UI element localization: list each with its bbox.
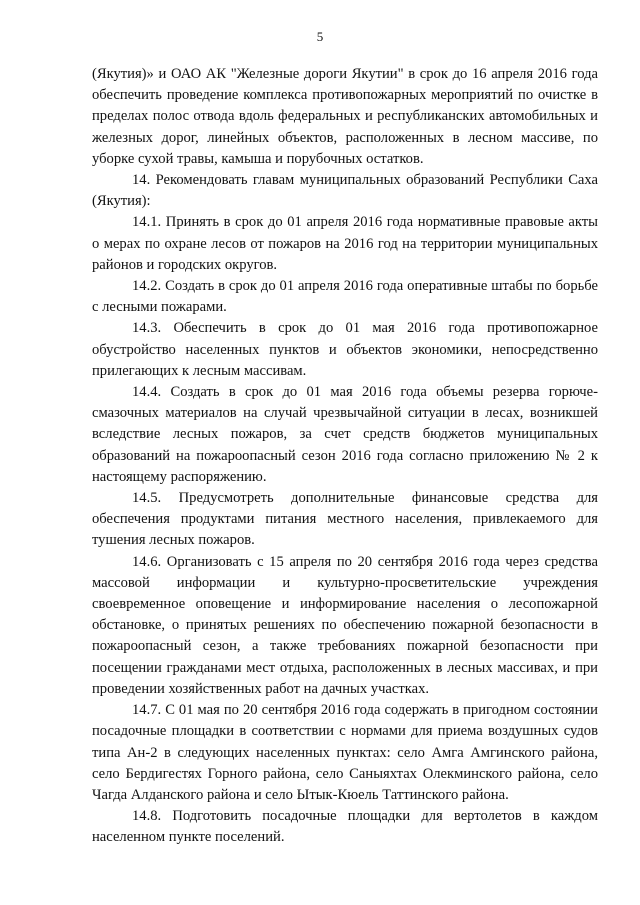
paragraph-item-14-7: 14.7. С 01 мая по 20 сентября 2016 года содержать в пригодном состоянии посадочные площадки в соответствии с нормами для приема воздушных судов типа Ан-2 в следующих населенных пунктах: село Амга Амгинского района, село Бердигестях Горного района, село Саныяхтах Олекминского района, село Чагда Алданского района и село Ытык-Кюель Таттинского района.	[92, 702, 598, 803]
page-number: 5	[316, 29, 324, 44]
paragraph-continuation: (Якутия)» и ОАО АК "Железные дороги Якутии" в срок до 16 апреля 2016 года обеспечить проведение комплекса противопожарных мероприятий по очистке в пределах полос отвода вдоль федеральных и республиканских автомобильных и железных дорог, линейных объектов, расположенных в лесном массиве, по уборке сухой травы, камыша и порубочных остатков.	[92, 66, 598, 167]
paragraph-item-14-1: 14.1. Принять в срок до 01 апреля 2016 года нормативные правовые акты о мерах по охране лесов от пожаров на 2016 год на территории муниципальных районов и городских округов.	[92, 214, 598, 273]
paragraph-item-14-6: 14.6. Организовать с 15 апреля по 20 сентября 2016 года через средства массовой информации и культурно-просветительские учреждения своевременное оповещение и информирование населения о лесопожарной обстановке, о принятых решениях по обеспечению пожарной безопасности в пожароопасный сезон, а также требованиях пожарной безопасности при посещении гражданами мест отдыха, расположенных в лесных массивах, и при проведении хозяйственных работ на дачных участках.	[92, 553, 598, 697]
paragraph-item-14-4: 14.4. Создать в срок до 01 мая 2016 года объемы резерва горюче-смазочных материалов на случай чрезвычайной ситуации в лесах, возникшей вследствие лесных пожаров, за счет средств бюджетов муниципальных образований на пожароопасный сезон 2016 года согласно приложению № 2 к настоящему распоряжению.	[92, 384, 598, 485]
paragraph-item-14-3: 14.3. Обеспечить в срок до 01 мая 2016 года противопожарное обустройство населенных пунктов и объектов экономики, непосредственно прилегающих к лесным массивам.	[92, 320, 598, 379]
paragraph-item-14: 14. Рекомендовать главам муниципальных образований Республики Саха (Якутия):	[92, 172, 598, 210]
paragraph-item-14-2: 14.2. Создать в срок до 01 апреля 2016 года оперативные штабы по борьбе с лесными пожарами.	[92, 278, 598, 316]
paragraph-item-14-5: 14.5. Предусмотреть дополнительные финансовые средства для обеспечения продуктами питания местного населения, привлекаемого для тушения лесных пожаров.	[92, 490, 598, 549]
document-body	[92, 64, 598, 849]
paragraph-item-14-8: 14.8. Подготовить посадочные площадки для вертолетов в каждом населенном пункте поселений.	[92, 808, 598, 846]
